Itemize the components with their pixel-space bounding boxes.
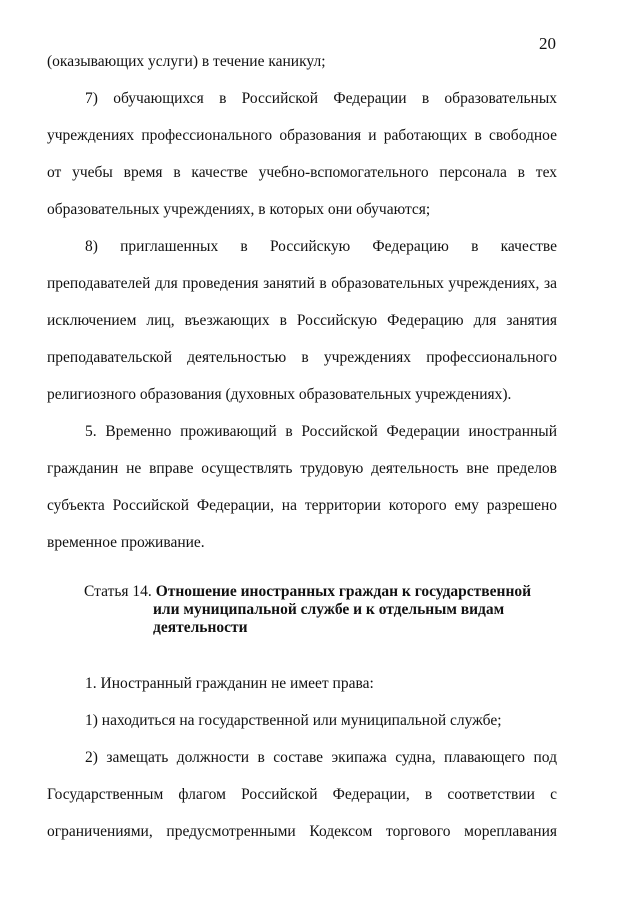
text-line: преподавательской деятельностью в учреждениях профессионального [47, 349, 557, 366]
text-line: субъекта Российской Федерации, на территории которого ему разрешено [47, 497, 557, 514]
text-line: гражданин не вправе осуществлять трудовую деятельность вне пределов [47, 460, 557, 477]
text-line: 7) обучающихся в Российской Федерации в образовательных [85, 90, 557, 107]
body-text-bottom [47, 665, 557, 850]
text-line: (оказывающих услуги) в течение каникул; [47, 53, 326, 70]
text-line: учреждениях профессионального образования и работающих в свободное [47, 127, 557, 144]
text-line: образовательных учреждениях, в которых они обучаются; [47, 201, 431, 218]
text-line: Государственным флагом Российской Федерации, в соответствии с [47, 786, 557, 803]
text-line: от учебы время в качестве учебно-вспомогательного персонала в тех [47, 164, 557, 181]
text-line: ограничениями, предусмотренными Кодексом торгового мореплавания [47, 823, 557, 840]
article-title-line1: Отношение иностранных граждан к государственной [155, 583, 532, 600]
article-heading [84, 583, 544, 637]
article-title-line2: или муниципальной службе и к отдельным видам [153, 601, 505, 618]
text-line: 1) находиться на государственной или муниципальной службе; [85, 712, 502, 729]
text-line: преподавателей для проведения занятий в образовательных учреждениях, за [47, 275, 557, 292]
article-title-line3: деятельности [153, 619, 248, 636]
article-label: Статья 14. [84, 583, 152, 600]
text-line: 5. Временно проживающий в Российской Федерации иностранный [85, 423, 557, 440]
text-line: религиозного образования (духовных образовательных учреждениях). [47, 386, 512, 403]
text-line: 2) замещать должности в составе экипажа судна, плавающего под [85, 749, 557, 766]
text-line: 8) приглашенных в Российскую Федерацию в качестве [85, 238, 557, 255]
text-line: исключением лиц, въезжающих в Российскую Федерацию для занятия [47, 312, 557, 329]
page-number: 20 [539, 34, 556, 53]
text-line: временное проживание. [47, 534, 205, 551]
text-line: 1. Иностранный гражданин не имеет права: [85, 675, 374, 692]
body-text-top [47, 43, 557, 561]
